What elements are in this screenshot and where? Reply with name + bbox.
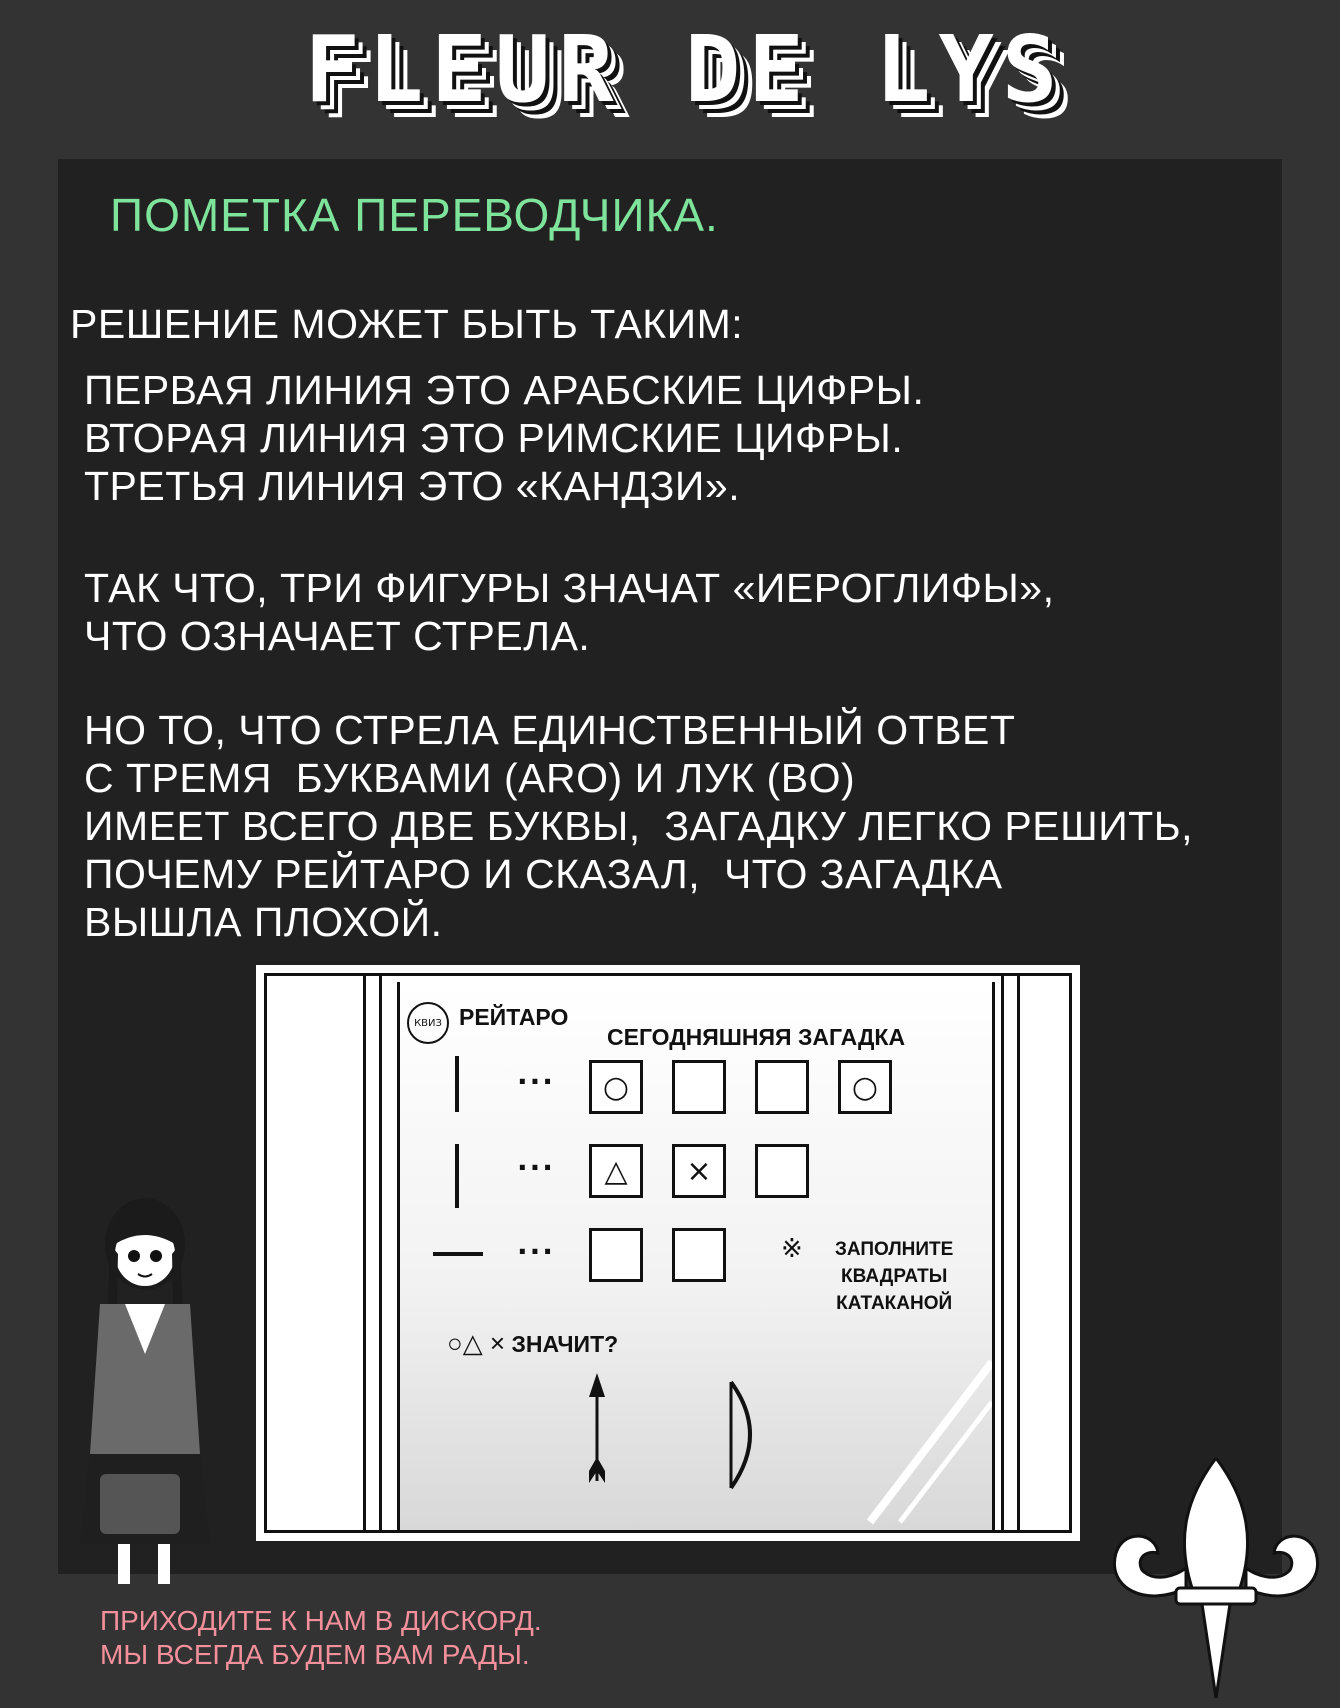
asterisk-mark: ※ [781,1234,803,1264]
note-paragraph-2: ТАК ЧТО, ТРИ ФИГУРЫ ЗНАЧАТ «ИЕРОГЛИФЫ», ЧТО ОЗНАЧАЕТ СТРЕЛА. [84,565,1055,659]
frame-line-left-inner [379,976,382,1530]
vertical-stroke-1 [455,1056,459,1112]
answer-box: ○ [838,1060,892,1114]
note-title: ПОМЕТКА ПЕРЕВОДЧИКА. [110,189,719,241]
quiz-badge: КВИЗ [407,1002,449,1044]
answer-box: × [672,1144,726,1198]
manga-panel [256,965,1080,1541]
quiz-author: РЕЙТАРО [459,1004,569,1030]
dots-3: ... [517,1228,555,1261]
answer-box [755,1060,809,1114]
horizontal-stroke [433,1252,483,1256]
girl-illustration [70,1184,220,1584]
quiz-heading: СЕГОДНЯШНЯЯ ЗАГАДКА [607,1024,906,1050]
footer-invite: ПРИХОДИТЕ К НАМ В ДИСКОРД. МЫ ВСЕГДА БУДЕМ ВАМ РАДЫ. [100,1605,542,1670]
answer-box [672,1060,726,1114]
dots-1: ... [517,1058,555,1091]
note-paragraph-1: ПЕРВАЯ ЛИНИЯ ЭТО АРАБСКИЕ ЦИФРЫ. ВТОРАЯ ЛИНИЯ ЭТО РИМСКИЕ ЦИФРЫ. ТРЕТЬЯ ЛИНИЯ ЭТО «КАНДЗИ». [84,367,925,509]
logo [160,15,1210,123]
answer-box [589,1228,643,1282]
fleur-de-lis-icon [1106,1458,1326,1698]
frame-line-right [1017,976,1020,1530]
frame-line-left [363,976,366,1530]
answer-box [672,1228,726,1282]
dots-2: ... [517,1144,555,1177]
means-label: ЗНАЧИТ? [511,1331,619,1357]
symbols-question [447,1328,618,1359]
symbols: ○△ × [447,1328,506,1358]
note-paragraph-3: НО ТО, ЧТО СТРЕЛА ЕДИНСТВЕННЫЙ ОТВЕТ С ТРЕМЯ БУКВАМИ (ARO) И ЛУК (BO) ИМЕЕТ ВСЕГО ДВЕ БУКВЫ, ЗАГАДКУ ЛЕГКО РЕШИТЬ, ПОЧЕМУ РЕЙТАРО И СКАЗАЛ, ЧТО ЗАГАДКА ВЫШЛА ПЛОХОЙ. [84,707,1193,945]
answer-box [755,1144,809,1198]
frame-line-right-inner [1001,976,1004,1530]
answer-box: ○ [589,1060,643,1114]
manga-frame [264,973,1072,1533]
logo-text: FLEUR DE LYS [304,15,1066,123]
bow-icon [717,1376,777,1496]
answer-box: △ [589,1144,643,1198]
note-intro: РЕШЕНИЕ МОЖЕТ БЫТЬ ТАКИМ: [70,301,744,347]
arrow-icon [567,1371,627,1491]
vertical-stroke-2 [455,1144,459,1208]
fill-instruction: ЗАПОЛНИТЕ КВАДРАТЫ КАТАКАНОЙ [835,1239,954,1314]
